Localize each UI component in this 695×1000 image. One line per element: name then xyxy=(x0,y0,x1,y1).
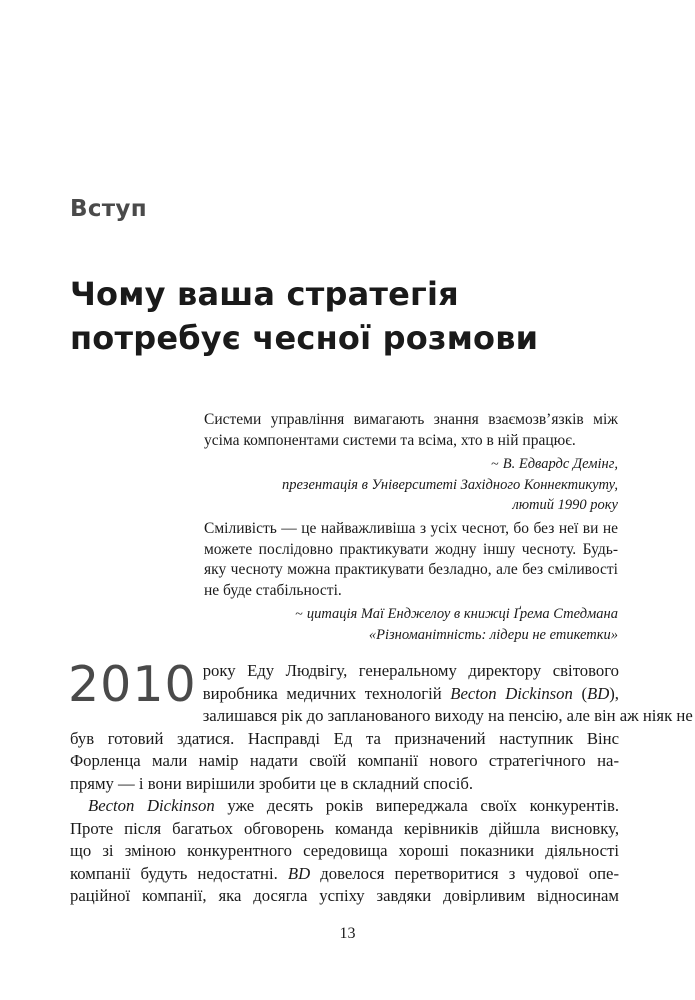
ornament-icon: ~ xyxy=(491,457,499,472)
attribution-date: лютий 1990 року xyxy=(512,497,618,513)
epigraph-deming xyxy=(204,410,618,515)
text-line: Проте після багатьох обговорень команда керівників дійшла висновку, xyxy=(70,818,619,838)
text-line: залишався рік до запланованого виходу на пенсію, але він аж ніяк не xyxy=(202,706,693,725)
dropcap-year: 2010 xyxy=(68,656,197,713)
text-line: раційної компанії, яка досягла успіху завдяки довірливим відносинам xyxy=(70,886,619,905)
chapter-title-line-1: Чому ваша стратегія xyxy=(70,275,459,313)
epigraph-quote: Системи управління вимагають знання взаємозв’язків між усіма компонентами системи та всіма, хто в ній працює. xyxy=(204,411,618,449)
epigraph-quote: Сміливість — це найважливіша з усіх чеснот, бо без неї ви не можете послідовно практикувати жодну іншу чесноту. Будь-яку чесноту можна практикувати безладно, але без сміливості не буде стабільності. xyxy=(204,520,618,599)
ornament-icon: ~ xyxy=(295,607,303,622)
epigraph-attribution xyxy=(204,604,618,645)
text-line: пряму — і вони вирішили зробити це в складний спосіб. xyxy=(70,773,473,793)
attribution-author: цитація Маї Енджелоу в книжці Ґрема Стедмана xyxy=(306,606,618,622)
epigraph-angelou xyxy=(204,519,618,645)
chapter-label: Вступ xyxy=(70,196,147,222)
text-line: Форленца мали намір надати своїй компанії нового стратегічного на- xyxy=(70,751,619,770)
page-number: 13 xyxy=(339,925,356,942)
paragraph-2 xyxy=(70,795,619,908)
epigraph-attribution xyxy=(204,454,618,515)
chapter-title xyxy=(70,272,630,360)
paragraph-1 xyxy=(68,656,693,795)
attribution-source: «Різноманітність: лідери не етикетки» xyxy=(368,627,618,643)
text-line: компанії будуть недостатні. BD довелося перетворитися з чудової опе- xyxy=(70,863,620,883)
attribution-source: презентація в Університеті Західного Коннектикуту, xyxy=(282,477,618,493)
attribution-author: В. Едвардс Демінг, xyxy=(502,456,618,472)
text-line: Becton Dickinson уже десять років випереджала своїх конкурентів. xyxy=(88,796,620,815)
text-line: був готовий здатися. Насправді Ед та призначений наступник Вінс xyxy=(70,728,619,748)
chapter-title-line-2: потребує чесної розмови xyxy=(70,319,539,357)
body-text xyxy=(68,656,693,908)
text-line: виробника медичних технологій Becton Dickinson (BD), xyxy=(202,683,619,703)
text-line: року Еду Людвігу, генеральному директору світового xyxy=(202,661,619,680)
text-line: що зі зміною конкурентного середовища хороші показники діяльності xyxy=(70,841,619,860)
